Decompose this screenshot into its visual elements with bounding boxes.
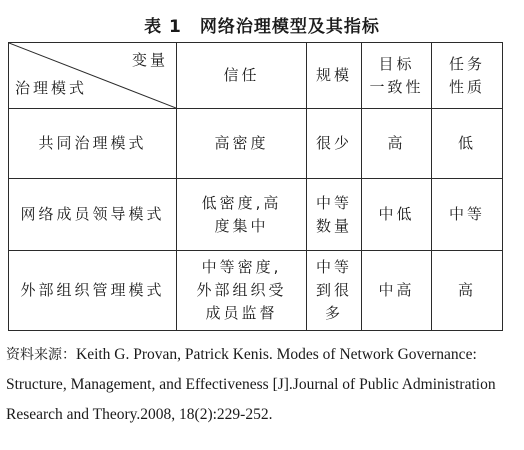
- header-cell: 信任: [177, 43, 307, 109]
- header-row: [9, 43, 503, 109]
- source-label: 资料来源：: [6, 347, 76, 363]
- caption-text: 网络治理模型及其指标: [199, 17, 380, 37]
- data-cell: 很少: [307, 109, 362, 179]
- data-cell: 低: [432, 109, 503, 179]
- table-caption: [0, 12, 524, 37]
- data-cell: 中等 到很 多: [307, 251, 362, 331]
- source-citation: Keith G. Provan, Patrick Kenis. Modes of Network Governance: Structure, Management, and Effectiveness [J].Journal of Public Administration Research and Theory.2008, 18(2):229-252.: [6, 346, 496, 423]
- data-cell: 中等 数量: [307, 179, 362, 251]
- header-cell: 任务 性质: [432, 43, 503, 109]
- corner-mode-label: 治理模式: [15, 79, 88, 97]
- source-note: [6, 340, 516, 430]
- data-cell: 中等密度, 外部组织受 成员监督: [177, 251, 307, 331]
- header-cell: 规模: [307, 43, 362, 109]
- data-cell: 高: [432, 251, 503, 331]
- header-cell: 目标 一致性: [362, 43, 432, 109]
- corner-variable-label: 变量: [131, 51, 168, 69]
- data-cell: 中低: [362, 179, 432, 251]
- table-row: [9, 251, 503, 331]
- table-row: [9, 179, 503, 251]
- mode-cell: 网络成员领导模式: [9, 179, 177, 251]
- data-cell: 高密度: [177, 109, 307, 179]
- data-cell: 中高: [362, 251, 432, 331]
- data-cell: 中等: [432, 179, 503, 251]
- mode-cell: 共同治理模式: [9, 109, 177, 179]
- data-cell: 低密度,高 度集中: [177, 179, 307, 251]
- corner-header-cell: [9, 43, 177, 109]
- caption-number: 表 1: [144, 17, 182, 37]
- data-cell: 高: [362, 109, 432, 179]
- governance-table: [8, 42, 503, 331]
- mode-cell: 外部组织管理模式: [9, 251, 177, 331]
- table-row: [9, 109, 503, 179]
